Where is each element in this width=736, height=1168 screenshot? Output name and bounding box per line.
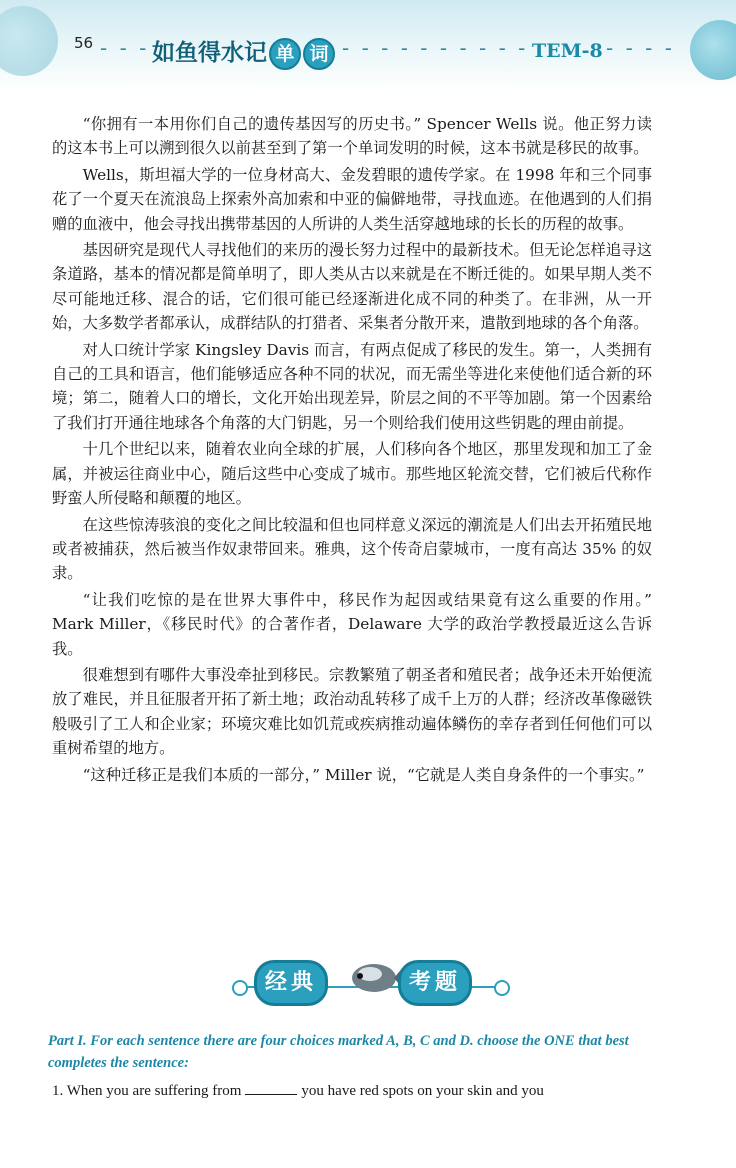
paragraph: 对人口统计学家 Kingsley Davis 而言，有两点促成了移民的发生。第一，人类拥有自己的工具和语言，他们能够适应各种不同的状况，而无需坐等进化来使他们适合新的环境；第二，随着人口的增长，文化开始出现差异，阶层之间的不平等加剧。第一个因素给了我们打开通往地球各个角落的大门钥匙，另一个则给我们使用这些钥匙的理由前提。	[52, 340, 652, 432]
header-dashes-middle: - - - - - - - - - -	[342, 36, 529, 60]
question-1	[52, 1080, 652, 1102]
shell-decoration-icon	[0, 6, 58, 76]
title-bubble-2: 词	[303, 38, 335, 70]
header-dashes-right: - - - -	[606, 36, 675, 60]
page-number: 56	[74, 34, 94, 52]
fish-icon	[344, 954, 404, 1000]
paragraph: 在这些惊涛骇浪的变化之间比较温和但也同样意义深远的潮流是人们出去开拓殖民地或者被捕获，然后被当作奴隶带回来。雅典，这个传奇启蒙城市，一度有高达 35% 的奴隶。	[52, 515, 652, 583]
paragraph: Wells，斯坦福大学的一位身材高大、金发碧眼的遗传学家。在 1998 年和三个同事花了一个夏天在流浪岛上探索外高加索和中亚的偏僻地带，寻找血迹。在他遇到的人们捐赠的血液中，他会寻找出携带基因的人所讲的人类生活穿越地球的长长的历程的故事。	[52, 165, 652, 233]
question-text-after: you have red spots on your skin and you	[301, 1083, 544, 1099]
paragraph: 基因研究是现代人寻找他们的来历的漫长努力过程中的最新技术。但无论怎样追寻这条道路，基本的情况都是简单明了，即人类从古以来就是在不断迁徙的。如果早期人类不尽可能地迁移、混合的话，它们很可能已经逐渐进化成不同的种类了。在非洲，从一开始，大多数学者都承认，成群结队的打猎者、采集者分散开来，遣散到地球的各个角落。	[52, 241, 652, 333]
shell-decoration-right-icon	[690, 20, 736, 80]
paragraph: 十几个世纪以来，随着农业向全球的扩展，人们移向各个地区，那里发现和加工了金属，并被运往商业中心，随后这些中心变成了城市。那些地区轮流交替，它们被后代称作野蛮人所侵略和颠覆的地区。	[52, 440, 652, 508]
book-title-text: 如鱼得水记	[152, 40, 267, 66]
ring-right-icon	[494, 980, 510, 996]
exam-tag: TEM-8	[532, 40, 603, 62]
paragraph: 很难想到有哪件大事没牵扯到移民。宗教繁殖了朝圣者和殖民者；战争还未开始便流放了难民，并且征服者开拓了新土地；政治动乱转移了成千上万的人群；经济改革像磁铁般吸引了工人和企业家；环境灾难比如饥荒或疾病推动遍体鳞伤的幸存者到任何他们可以重树希望的地方。	[52, 665, 652, 758]
paragraph: “让我们吃惊的是在世界大事件中，移民作为起因或结果竟有这么重要的作用。” Mark Miller，《移民时代》的合著作者，Delaware 大学的政治学教授最近这么告诉我。	[52, 590, 652, 658]
paragraph: “这种迁移正是我们本质的一部分，” Miller 说，“它就是人类自身条件的一个事实。”	[82, 765, 645, 784]
book-title	[152, 34, 335, 70]
section-badge-1: 经典	[254, 960, 328, 1006]
section-badge-2: 考题	[398, 960, 472, 1006]
question-number: 1.	[52, 1083, 64, 1099]
answer-blank[interactable]	[245, 1080, 297, 1095]
ring-left-icon	[232, 980, 248, 996]
question-text-before: When you are suffering from	[66, 1083, 242, 1099]
page-header	[0, 0, 736, 92]
section-banner	[232, 950, 512, 1012]
header-dashes-left: - - -	[100, 36, 150, 60]
title-bubble-1: 单	[269, 38, 301, 70]
paragraph: “你拥有一本用你们自己的遗传基因写的历史书。” Spencer Wells 说。他正努力读的这本书上可以溯到很久以前甚至到了第一个单词发明的时候，这本书就是移民的故事。	[52, 115, 652, 158]
article-body	[52, 112, 652, 789]
exercise-instruction: Part I. For each sentence there are four choices marked A, B, C and D. choose the ONE that best completes the sentence:	[48, 1033, 629, 1071]
